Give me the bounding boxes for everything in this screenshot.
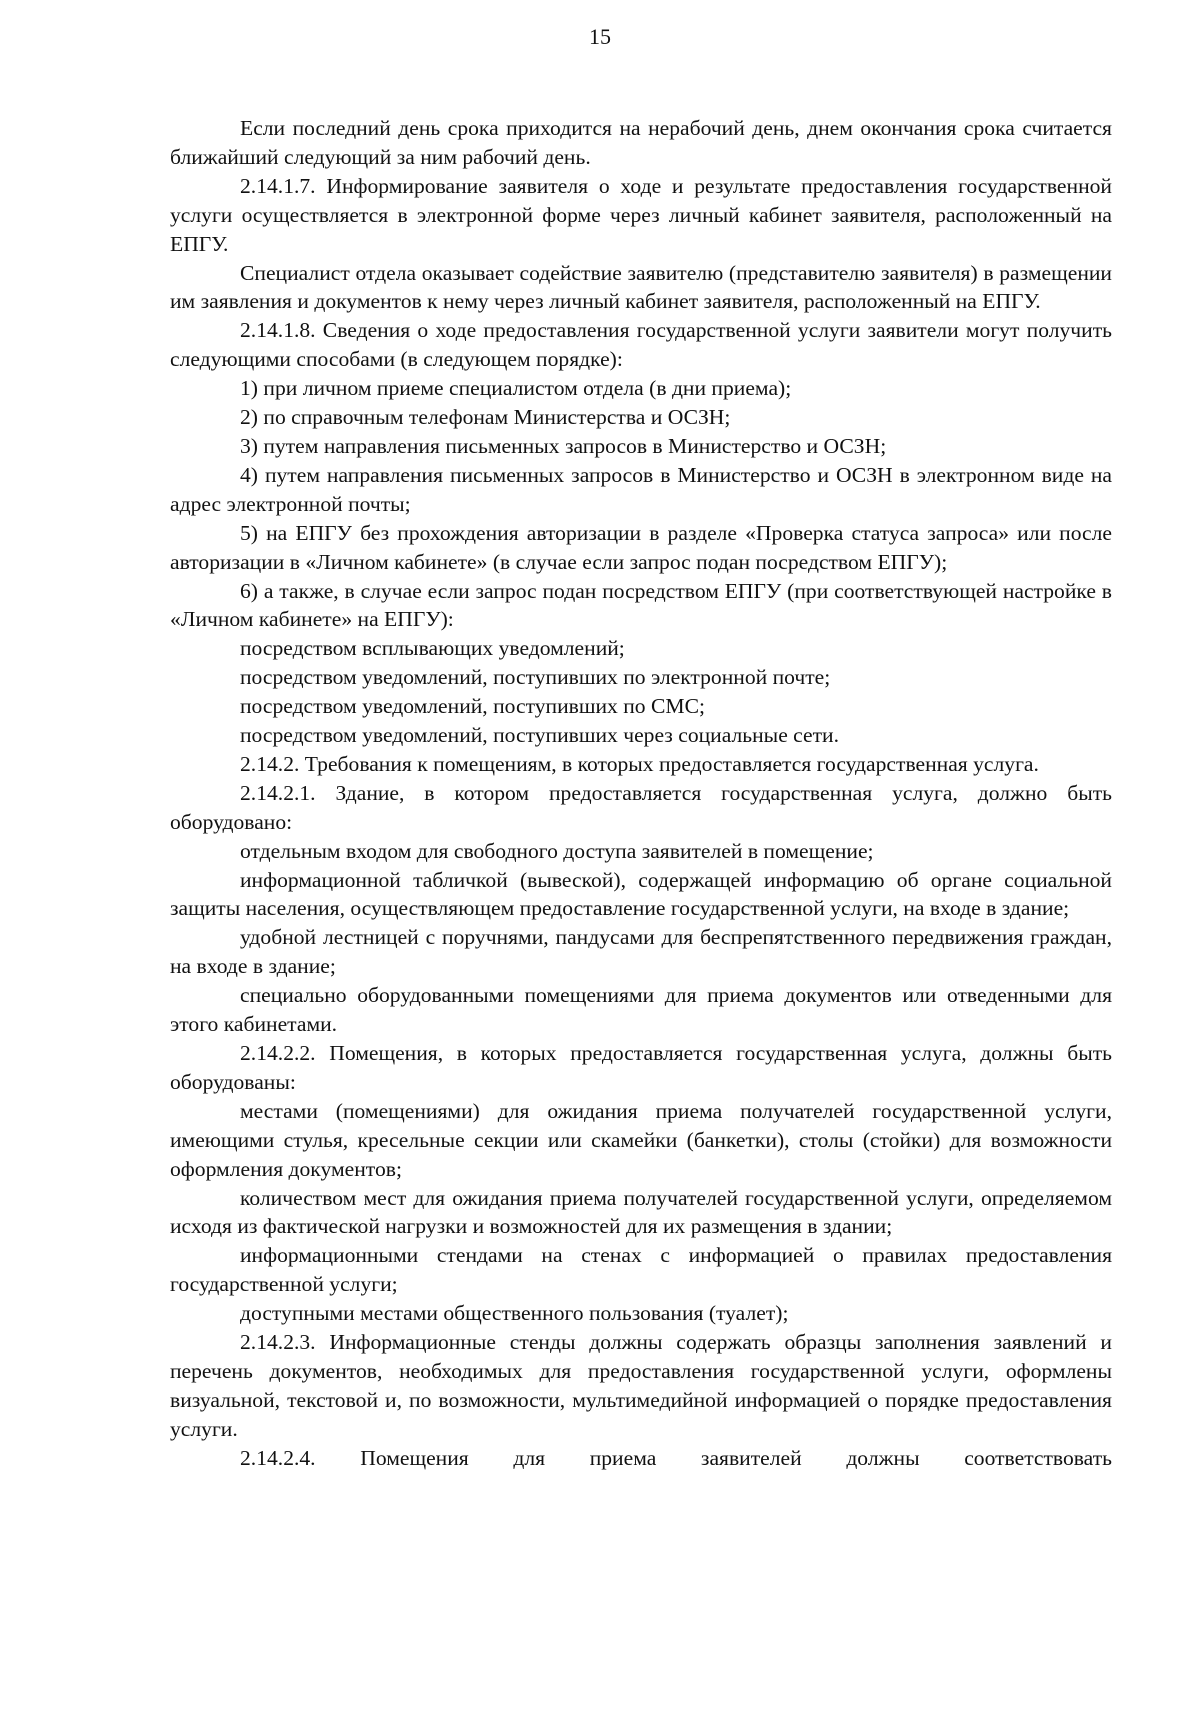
list-item: посредством всплывающих уведомлений; — [240, 636, 625, 661]
paragraph: 2.14.2. Требования к помещениям, в которых предоставляется государственная услуга. — [240, 751, 1039, 776]
paragraph: Если последний день срока приходится на нерабочий день, днем окончания срока считается ближайший следующий за ним рабочий день. — [170, 116, 1112, 169]
list-item: 3) путем направления письменных запросов в Министерство и ОСЗН; — [240, 433, 887, 458]
list-item: посредством уведомлений, поступивших по электронной почте; — [240, 665, 831, 690]
list-item: местами (помещениями) для ожидания приема получателей государственной услуги, имеющими стулья, кресельные секции или скамейки (банкетки), столы (стойки) для возможности оформления документов; — [170, 1098, 1112, 1181]
list-item: информационными стендами на стенах с информацией о правилах предоставления государственной услуги; — [170, 1243, 1112, 1297]
list-item: 5) на ЕПГУ без прохождения авторизации в разделе «Проверка статуса запроса» или после авторизации в «Личном кабинете» (в случае если запрос подан посредством ЕПГУ); — [170, 520, 1112, 574]
page-number: 15 — [589, 24, 611, 49]
paragraph: Специалист отдела оказывает содействие заявителю (представителю заявителя) в размещении им заявления и документов к нему через личный кабинет заявителя, расположенный на ЕПГУ. — [170, 260, 1112, 314]
list-item: доступными местами общественного пользования (туалет); — [240, 1301, 789, 1326]
document-body — [170, 114, 1112, 1473]
list-item: посредством уведомлений, поступивших по СМС; — [240, 694, 705, 719]
paragraph: 2.14.2.1. Здание, в котором предоставляется государственная услуга, должно быть оборудовано: — [170, 780, 1112, 834]
list-item: удобной лестницей с поручнями, пандусами для беспрепятственного передвижения граждан, на входе в здание; — [170, 925, 1112, 979]
list-item: 4) путем направления письменных запросов в Министерство и ОСЗН в электронном виде на адрес электронной почты; — [170, 462, 1112, 516]
list-item: специально оборудованными помещениями для приема документов или отведенными для этого кабинетами. — [170, 983, 1112, 1037]
list-item: отдельным входом для свободного доступа заявителей в помещение; — [240, 838, 874, 863]
list-item: посредством уведомлений, поступивших через социальные сети. — [240, 723, 839, 748]
list-item: информационной табличкой (вывеской), содержащей информацию об органе социальной защиты населения, осуществляющем предоставление государственной услуги, на входе в здание; — [170, 867, 1112, 921]
paragraph: 2.14.2.4. Помещения для приема заявителей должны соответствовать — [240, 1445, 1112, 1470]
list-item: количеством мест для ожидания приема получателей государственной услуги, определяемом исходя из фактической нагрузки и возможностей для их размещения в здании; — [170, 1185, 1112, 1239]
paragraph: 2.14.1.8. Сведения о ходе предоставления государственной услуги заявители могут получить следующими способами (в следующем порядке): — [170, 318, 1112, 372]
list-item: 6) а также, в случае если запрос подан посредством ЕПГУ (при соответствующей настройке в «Личном кабинете» на ЕПГУ): — [170, 578, 1112, 632]
paragraph: 2.14.1.7. Информирование заявителя о ходе и результате предоставления государственной услуги осуществляется в электронной форме через личный кабинет заявителя, расположенный на ЕПГУ. — [170, 173, 1112, 256]
paragraph: 2.14.2.2. Помещения, в которых предоставляется государственная услуга, должны быть оборудованы: — [170, 1041, 1112, 1094]
list-item: 2) по справочным телефонам Министерства и ОСЗН; — [240, 405, 731, 430]
paragraph: 2.14.2.3. Информационные стенды должны содержать образцы заполнения заявлений и перечень документов, необходимых для предоставления государственной услуги, оформлены визуальной, текстовой и, по возможности, мультимедийной информацией о порядке предоставления услуги. — [170, 1330, 1112, 1441]
list-item: 1) при личном приеме специалистом отдела (в дни приема); — [240, 376, 792, 401]
